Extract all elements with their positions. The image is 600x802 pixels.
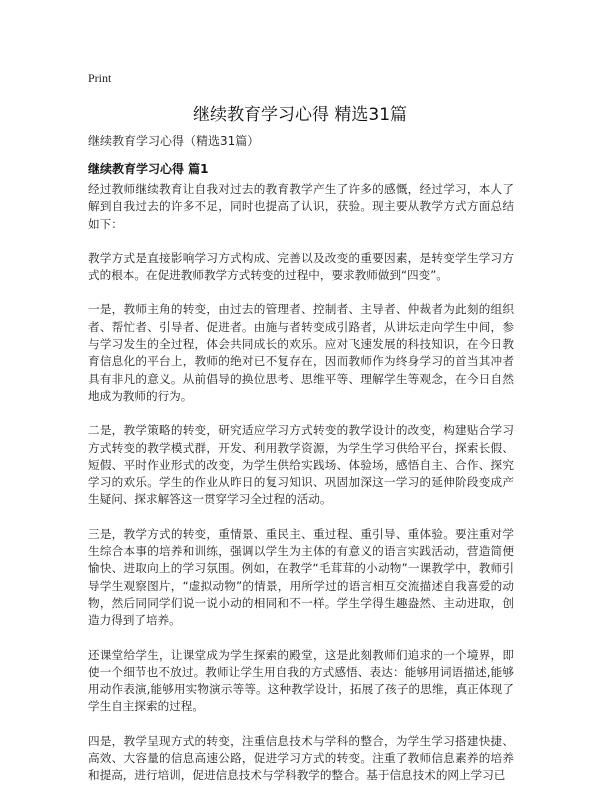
section-heading: 继续教育学习心得 篇1 [88, 162, 209, 176]
paragraph: 三是，教学方式的转变，重情景、重民主、重过程、重引导、重体验。要注重对学生综合本事的培养和训练，强调以学生为主体的有意义的语言实践活动，营造简便愉快、进取向上的学习氛围。例如，在教学“毛茸茸的小动物”一课教学中，教师引导学生观察图片，“虚拟动物”的情景，用所学过的语言相互交流描述自我喜爱的动物，然后同同学们说一说小动的相同和不一样。学生学得生趣盎然、主动进取，创造力得到了培养。 [88, 526, 514, 628]
paragraph: 经过教师继续教育让自我对过去的教育教学产生了许多的感慨，经过学习，本人了解到自我过去的许多不足，同时也提高了认识，获验。现主要从教学方式方面总结如下： [88, 182, 514, 231]
article-body [88, 181, 514, 802]
paragraph: 还课堂给学生，让课堂成为学生探索的殿堂，这是此刻教师们追求的一个境界，即使一个细节也不放过。教师让学生用自我的方式感悟、表达：能够用词语描述,能够用动作表演,能够用实物演示等等。这种教学设计，拓展了孩子的思维，真正体现了学生自主探索的过程。 [88, 647, 514, 714]
paragraph: 一是，教师主角的转变，由过去的管理者、控制者、主导者、仲裁者为此刻的组织者、帮忙者、引导者、促进者。由施与者转变成引路者，从讲坛走向学生中间，参与学习发生的全过程，体会共同成长的欢乐。应对飞速发展的科技知识，在今日教育信息化的平台上，教师的绝对已不复存在，因而教师作为终身学习的首当其冲者具有非凡的意义。从前倡导的换位思考、思维平等、理解学生等观念，在今日自然地成为教师的行为。 [88, 302, 514, 403]
page-title: 继续教育学习心得 精选31篇 [192, 105, 408, 125]
print-link[interactable]: Print [88, 71, 112, 85]
paragraph: 二是，教学策略的转变，研究适应学习方式转变的教学设计的改变，构建贴合学习方式转变的教学模式群，开发、利用教学资源，为学生学习供给平台，探索长假、短假、平时作业形式的改变，为学生供给实践场、体验场，感悟自主、合作、探究学习的欢乐。学生的作业从昨日的复习知识、巩固加深这一学习的延伸阶段变成产生疑问、探求解答这一贯穿学习全过程的活动。 [88, 423, 514, 507]
paragraph: 教学方式是直接影响学习方式构成、完善以及改变的重要因素，是转变学生学习方式的根本。在促进教师教学方式转变的过程中，要求教师做到“四变”。 [88, 250, 514, 283]
document-subtitle: 继续教育学习心得（精选31篇） [88, 134, 260, 148]
paragraph: 四是，教学呈现方式的转变，注重信息技术与学科的整合，为学生学习搭建快捷、高效、大容量的信息高速公路，促进学习方式的转变。注重了教师信息素养的培养和提高，进行培训，促进信息技术与学科教学的整合。基于信息技术的网上学习已 [88, 733, 514, 783]
